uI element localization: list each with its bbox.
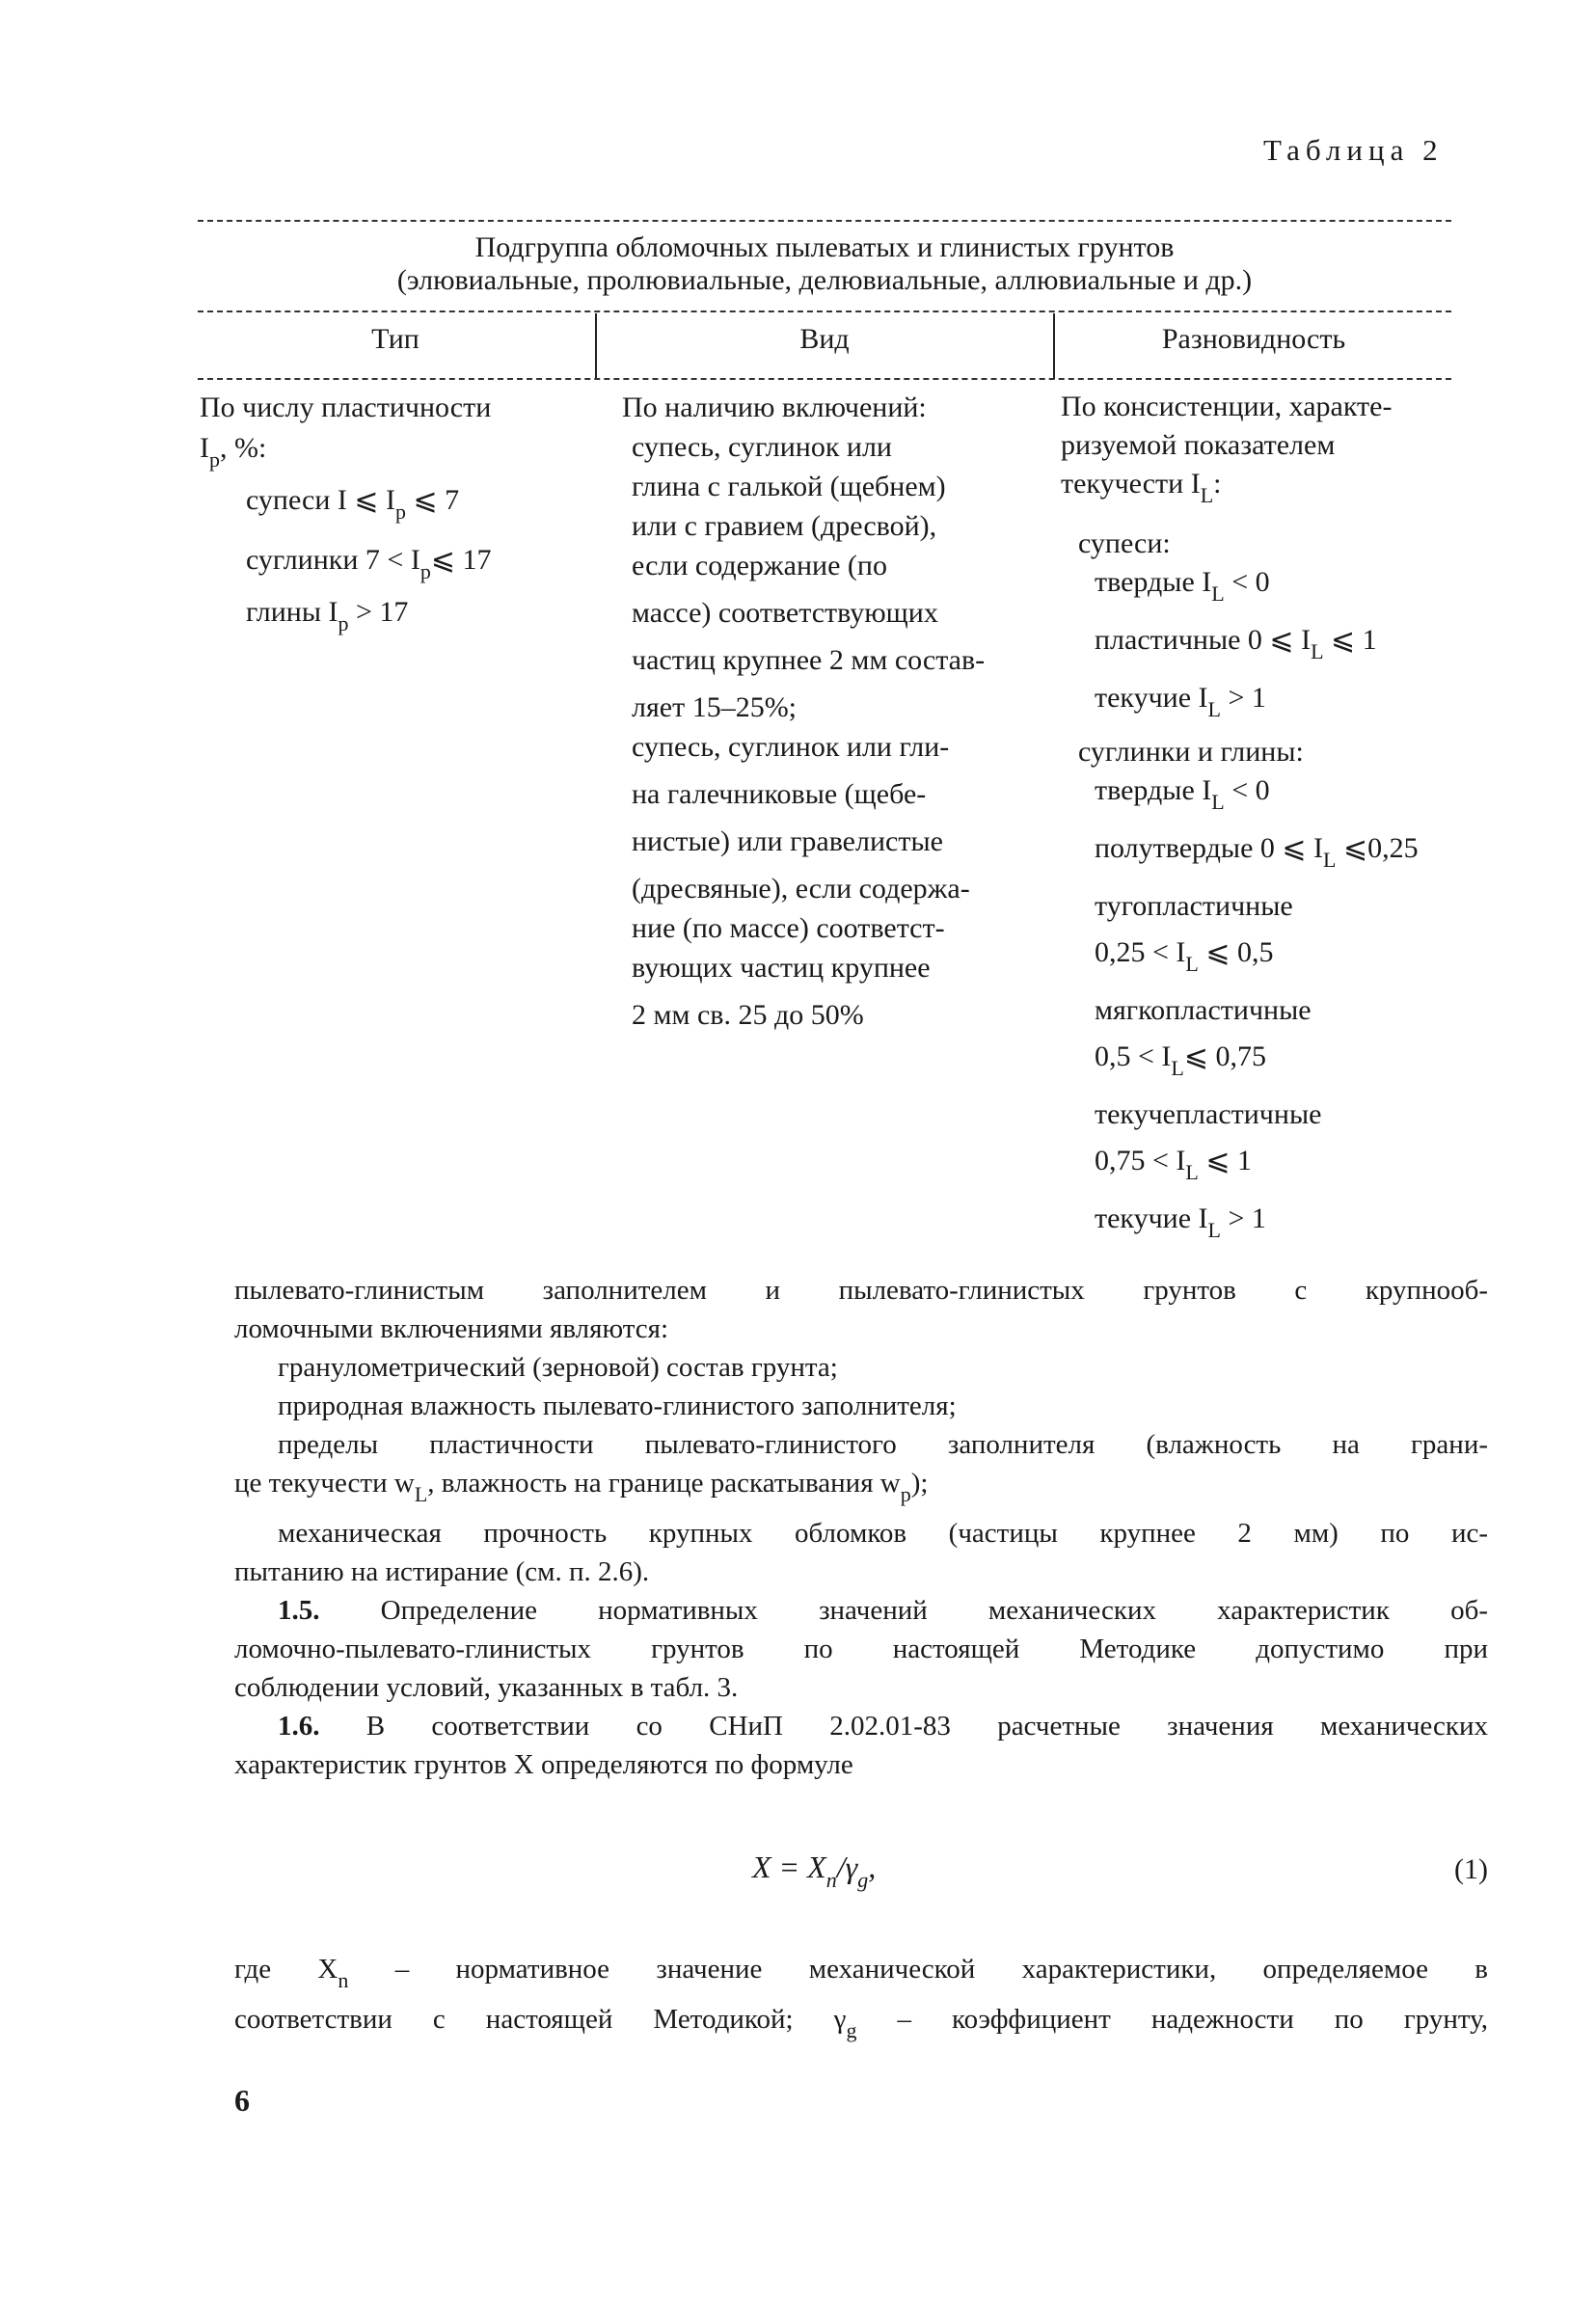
- section-1-6: [234, 1707, 1488, 1745]
- where-xn-sub: n: [338, 1968, 349, 1992]
- list-item-end: );: [910, 1468, 929, 1499]
- type-loam-post: ⩽ 17: [430, 544, 492, 576]
- type-ip-rest: , %:: [220, 432, 267, 464]
- variety-item-value: > 1: [1220, 682, 1266, 714]
- where-gamma-desc: – коэффициент надежности по грунту,: [856, 2004, 1488, 2035]
- variety-item: [1095, 933, 1543, 984]
- where-clause: [234, 1950, 1488, 2050]
- type-clay-pre: глины I: [246, 596, 338, 628]
- variety-item: [1095, 991, 1543, 1030]
- kind-line: ляет 15–25%;: [632, 691, 798, 723]
- table-title-rule: [198, 311, 1451, 312]
- type-sandy-loam: [200, 480, 595, 532]
- variety-heading-3-sub: L: [1200, 483, 1214, 507]
- section-1-5-text: Определение нормативных значений механических характеристик об-: [319, 1595, 1488, 1626]
- type-sandy-loam-post: ⩽ 7: [406, 484, 460, 516]
- body-text: [234, 1271, 1488, 1784]
- type-ip-sub: p: [209, 447, 220, 472]
- variety-item: [1095, 771, 1543, 822]
- type-loam-sub: p: [419, 559, 431, 583]
- variety-item-sub: L: [1211, 581, 1225, 606]
- where-gamma-sub: g: [846, 2018, 857, 2042]
- col-divider-2: [1053, 313, 1055, 379]
- liquid-limit-text: це текучести w: [234, 1468, 415, 1499]
- formula-mid: /γ: [836, 1850, 858, 1884]
- variety-item-text: 0,25 < I: [1095, 936, 1186, 968]
- col-header-type: Тип: [371, 323, 419, 355]
- table-title-line-1: Подгруппа обломочных пылеватых и глинистых грунтов: [474, 231, 1175, 263]
- variety-item-value: ⩽ 0,5: [1198, 936, 1274, 968]
- variety-item-value: ⩽0,25: [1336, 832, 1419, 864]
- variety-item: [1095, 679, 1543, 729]
- variety-group-loam-clay-items: [1061, 771, 1543, 1250]
- table-label: Таблица 2: [1263, 133, 1444, 167]
- formula-sub-n: n: [825, 1868, 837, 1892]
- kind-line: если содержание (по: [632, 550, 887, 581]
- type-clay: [200, 592, 595, 644]
- variety-item-text: текучепластичные: [1095, 1098, 1322, 1130]
- variety-item-sub: L: [1207, 1218, 1221, 1242]
- where-line-1: [234, 1950, 1488, 2000]
- list-item: гранулометрический (зерновой) состав грунта;: [278, 1352, 838, 1383]
- variety-item-value: ⩽ 1: [1323, 624, 1377, 656]
- variety-item-text: текучие I: [1095, 682, 1208, 714]
- type-loam-pre: суглинки 7 < I: [246, 544, 420, 576]
- type-ip-symbol: I: [200, 432, 209, 464]
- where-line-2: [234, 2000, 1488, 2050]
- variety-item-text: 0,75 < I: [1095, 1145, 1186, 1176]
- paragraph-line: характеристик грунтов X определяются по формуле: [234, 1749, 853, 1780]
- variety-item-value: ⩽ 1: [1198, 1145, 1253, 1176]
- variety-item-text: мягкопластичные: [1095, 994, 1312, 1026]
- formula-end: ,: [868, 1850, 877, 1884]
- table-header-rule: [198, 378, 1451, 380]
- kind-line: массе) соответствующих: [632, 597, 938, 629]
- variety-group-sandy-loam-items: [1061, 563, 1543, 729]
- col-type: [200, 388, 595, 644]
- paragraph-line: ломочными включениями являются:: [234, 1313, 669, 1344]
- variety-item-sub: L: [1171, 1056, 1184, 1080]
- kind-line: на галечниковые (щебе-: [632, 778, 927, 810]
- variety-item-sub: L: [1311, 639, 1324, 663]
- kind-line: ние (по массе) соответст-: [632, 912, 945, 944]
- col-header-variety: Разновидность: [1161, 323, 1346, 355]
- variety-item-text: 0,5 < I: [1095, 1040, 1172, 1072]
- variety-item-sub: L: [1185, 1160, 1199, 1184]
- variety-heading-3-pre: текучести I: [1061, 468, 1201, 500]
- variety-item: [1095, 829, 1543, 879]
- list-item: природная влажность пылевато-глинистого заполнителя;: [278, 1391, 957, 1421]
- kind-line: нистые) или гравелистые: [632, 825, 943, 857]
- where-xn: где X: [234, 1954, 338, 1985]
- variety-item-sub: L: [1323, 848, 1337, 872]
- type-clay-post: > 17: [348, 596, 409, 628]
- variety-item: [1095, 1095, 1543, 1134]
- variety-item-text: полутвердые 0 ⩽ I: [1095, 832, 1324, 864]
- page-number: 6: [234, 2083, 250, 2118]
- list-item: пределы пластичности пылевато-глинистого заполнителя (влажность на грани-: [278, 1429, 1488, 1460]
- variety-item: [1095, 563, 1543, 613]
- variety-item-sub: L: [1185, 952, 1199, 976]
- variety-item: [1095, 1038, 1543, 1088]
- type-clay-sub: p: [338, 611, 349, 635]
- col-variety: [1061, 388, 1543, 1250]
- paragraph-line: пылевато-глинистым заполнителем и пылевато-глинистых грунтов с крупнооб-: [234, 1275, 1488, 1306]
- liquid-limit-sub: L: [414, 1482, 428, 1506]
- table-title: [198, 231, 1451, 297]
- variety-item-value: < 0: [1224, 566, 1270, 598]
- kind-line: вующих частиц крупнее: [632, 952, 931, 984]
- variety-item-text: текучие I: [1095, 1202, 1208, 1234]
- variety-item-sub: L: [1211, 790, 1225, 814]
- formula-number: (1): [1454, 1853, 1488, 1885]
- formula-lhs: X = X: [752, 1850, 826, 1884]
- kind-line: или с гравием (дресвой),: [632, 510, 937, 542]
- where-gamma: соответствии с настоящей Методикой; γ: [234, 2004, 847, 2035]
- kind-line: глина с галькой (щебнем): [632, 471, 946, 502]
- variety-item: [1095, 1200, 1543, 1250]
- paragraph-line: соблюдении условий, указанных в табл. 3.: [234, 1672, 739, 1703]
- list-item: механическая прочность крупных обломков (частицы крупнее 2 мм) по ис-: [278, 1518, 1488, 1549]
- kind-line: супесь, суглинок или гли-: [632, 731, 950, 763]
- variety-group-sandy-loam: супеси:: [1078, 527, 1171, 559]
- section-1-6-text: В соответствии со СНиП 2.02.01-83 расчетные значения механических: [319, 1711, 1488, 1742]
- variety-group-loam-clay: суглинки и глины:: [1078, 736, 1304, 768]
- variety-heading-1: По консистенции, характе-: [1061, 391, 1393, 422]
- variety-item-value: < 0: [1224, 774, 1270, 806]
- kind-line: (дресвяные), если содержа-: [632, 873, 970, 905]
- plastic-limit-text: , влажность на границе раскатывания w: [427, 1468, 901, 1499]
- variety-item-value: > 1: [1220, 1202, 1266, 1234]
- type-sandy-loam-pre: супеси I ⩽ I: [246, 484, 396, 516]
- kind-line: супесь, суглинок или: [632, 431, 892, 463]
- kind-line: частиц крупнее 2 мм состав-: [632, 644, 986, 676]
- variety-heading-2: ризуемой показателем: [1061, 429, 1336, 461]
- type-heading: По числу пластичности: [200, 392, 492, 423]
- formula: [752, 1850, 876, 1893]
- plastic-limit-sub: p: [900, 1482, 911, 1506]
- col-kind: [622, 388, 1056, 1035]
- col-divider-1: [595, 313, 597, 379]
- variety-item-sub: L: [1207, 697, 1221, 721]
- section-1-5: [234, 1591, 1488, 1630]
- table-title-line-2: (элювиальные, пролювиальные, делювиальные, аллювиальные и др.): [396, 264, 1253, 296]
- section-1-5-number: 1.5.: [278, 1595, 320, 1626]
- formula-sub-g: g: [857, 1868, 869, 1892]
- table-top-rule: [198, 220, 1451, 222]
- type-sandy-loam-sub: p: [395, 500, 407, 524]
- kind-line: 2 мм св. 25 до 50%: [632, 999, 864, 1031]
- list-item-continuation: пытанию на истирание (см. п. 2.6).: [234, 1556, 650, 1587]
- kind-line: По наличию включений:: [622, 392, 927, 423]
- type-ip: [200, 428, 595, 480]
- col-header-kind: Вид: [799, 323, 850, 355]
- type-loam: [200, 540, 595, 592]
- where-xn-desc: – нормативное значение механической характеристики, определяемое в: [348, 1954, 1488, 1985]
- variety-item-text: твердые I: [1095, 566, 1212, 598]
- paragraph-line: ломочно-пылевато-глинистых грунтов по настоящей Методике допустимо при: [234, 1634, 1488, 1664]
- list-item-continuation: [234, 1464, 1488, 1514]
- variety-item-text: пластичные 0 ⩽ I: [1095, 624, 1312, 656]
- variety-item: [1095, 621, 1543, 671]
- variety-item: [1095, 887, 1543, 926]
- variety-item-text: тугопластичные: [1095, 890, 1293, 922]
- variety-item: [1095, 1142, 1543, 1192]
- variety-item-text: твердые I: [1095, 774, 1212, 806]
- section-1-6-number: 1.6.: [278, 1711, 320, 1742]
- variety-heading-3: [1061, 465, 1543, 515]
- variety-item-value: ⩽ 0,75: [1183, 1040, 1267, 1072]
- variety-heading-3-post: :: [1213, 468, 1222, 500]
